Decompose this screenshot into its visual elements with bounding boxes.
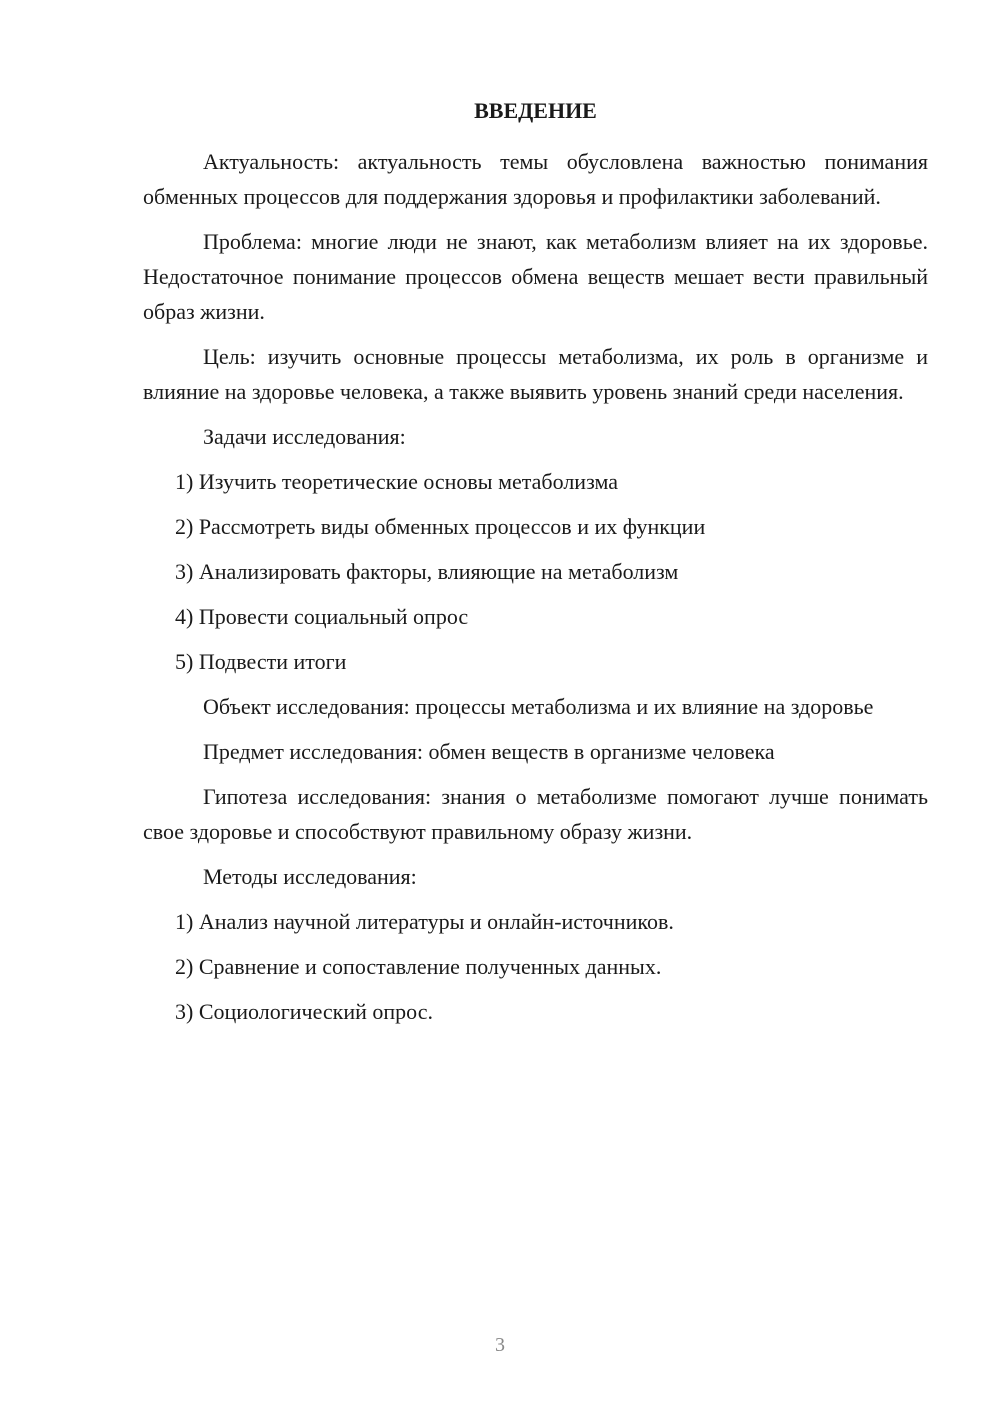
page-content [143, 96, 928, 1039]
task-item: 1) Изучить теоретические основы метаболизма [175, 469, 618, 494]
methods-heading: Методы исследования: [203, 864, 417, 889]
tasks-heading: Задачи исследования: [203, 424, 406, 449]
method-item: 1) Анализ научной литературы и онлайн-источников. [175, 909, 674, 934]
method-item: 3) Социологический опрос. [175, 999, 433, 1024]
method-item: 2) Сравнение и сопоставление полученных данных. [175, 954, 662, 979]
page-number: 3 [495, 1334, 505, 1356]
section-title: ВВЕДЕНИЕ [474, 98, 597, 123]
goal-paragraph: Цель: изучить основные процессы метаболизма, их роль в организме и влияние на здоровье человека, а также выявить уровень знаний среди населения. [143, 344, 928, 404]
task-item: 2) Рассмотреть виды обменных процессов и их функции [175, 514, 706, 539]
problem-paragraph: Проблема: многие люди не знают, как метаболизм влияет на их здоровье. Недостаточное понимание процессов обмена веществ мешает вести правильный образ жизни. [143, 229, 928, 324]
task-item: 5) Подвести итоги [175, 649, 347, 674]
object-paragraph: Объект исследования: процессы метаболизма и их влияние на здоровье [203, 694, 874, 719]
relevance-paragraph: Актуальность: актуальность темы обусловлена важностью понимания обменных процессов для поддержания здоровья и профилактики заболеваний. [143, 149, 928, 209]
subject-paragraph: Предмет исследования: обмен веществ в организме человека [203, 739, 775, 764]
hypothesis-paragraph: Гипотеза исследования: знания о метаболизме помогают лучше понимать свое здоровье и способствуют правильному образу жизни. [143, 784, 928, 844]
task-item: 3) Анализировать факторы, влияющие на метаболизм [175, 559, 679, 584]
task-item: 4) Провести социальный опрос [175, 604, 469, 629]
